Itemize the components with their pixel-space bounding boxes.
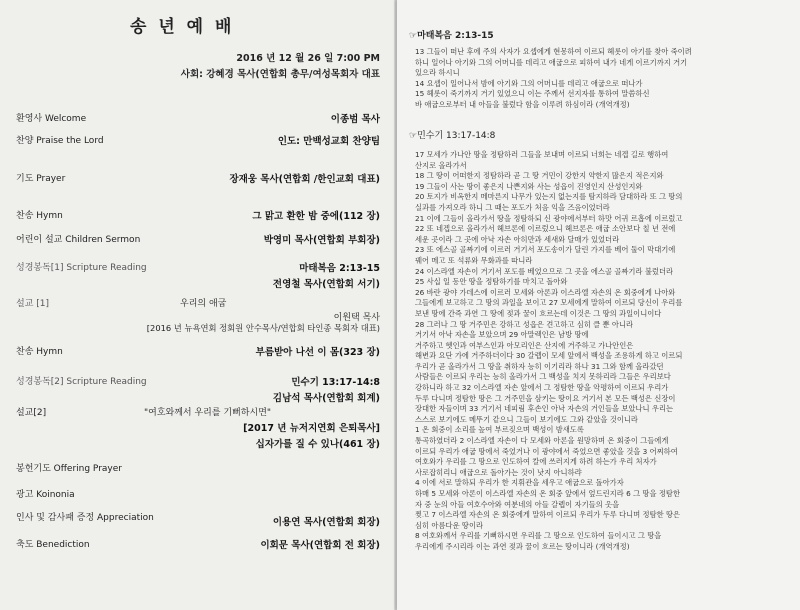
verse-line: 스스로 보기에도 메뚜기 같으니 그들이 보기에도 그와 같았을 것이니라: [415, 414, 638, 424]
item-children-name: 박영미 목사(연합회 부회장): [263, 235, 380, 246]
verse-line: 심히 아름다운 땅이라: [415, 520, 484, 530]
item-sermon2-label: 설교[2]: [16, 408, 47, 418]
verse-line: 보낸 땅에 간즉 과연 그 땅에 젖과 꿀이 흐르는데 이것은 그 땅의 과일이니이다: [415, 308, 662, 318]
item-praise-name: 인도: 만백성교회 찬양팀: [277, 136, 380, 147]
verse-line: 8 여호와께서 우리를 기뻐하시면 우리를 그 땅으로 인도하여 들이시고 그 땅을: [415, 531, 662, 541]
item-welcome-name: 이종범 목사: [330, 114, 380, 125]
verse-line: 해변과 요단 가에 거주하더이다 30 갈렙이 모세 앞에서 백성을 조용하게 하고 이르되: [415, 351, 683, 361]
scripture2-text: [415, 150, 786, 553]
verse-line: 하니 일어나 아기와 그의 어머니를 데리고 애굽으로 피하여 내가 네게 이르기까지 거기: [415, 57, 688, 67]
verse-line: 세운 곳이라 그 곳에 아낙 자손 아히만과 세새와 달매가 있었더라: [415, 234, 620, 244]
item-hymn2-label: 찬송 Hymn: [16, 347, 63, 357]
verse-line: 통곡하였더라 2 이스라엘 자손이 다 모세와 아론을 원망하며 온 회중이 그들에게: [415, 436, 669, 446]
item-children-label: 어린이 설교 Children Sermon: [16, 235, 141, 245]
verse-line: 4 이에 서로 말하되 우리가 한 지휘관을 세우고 애굽으로 돌아가자: [415, 478, 624, 488]
scripture2-heading: ☞민수기 13:17-14:8: [409, 131, 496, 141]
verse-line: 장대한 자들이며 33 거기서 네피림 후손인 아낙 자손의 거인들을 보았나니 우리는: [415, 404, 674, 414]
verse-line: 17 모세가 가나안 땅을 정탐하러 그들을 보내며 이르되 너희는 네겝 길로 행하여: [415, 150, 669, 159]
item-scripture1-label: 성경봉독[1] Scripture Reading: [16, 263, 147, 273]
verse-line: 하매 5 모세와 아론이 이스라엘 자손의 온 회중 앞에서 엎드린지라 6 그 땅을 정탐한: [415, 489, 680, 498]
verse-line: 28 그러나 그 땅 거주민은 강하고 성읍은 견고하고 심히 클 뿐 아니라: [415, 319, 634, 329]
item-appreciation-label: 축도 Benediction: [16, 540, 90, 550]
verse-line: 거주하고 헷인과 여부스인과 아모리인은 산지에 거주하고 가나안인은: [415, 340, 634, 350]
verse-line: 그들에게 보고하고 그 땅의 과일을 보이고 27 모세에게 말하여 이르되 당신이 우리를: [415, 298, 683, 308]
item-hymn3-label: 봉헌기도 Offering Prayer: [16, 464, 122, 474]
verse-line: 18 그 땅이 어떠한지 정탐하라 곧 그 땅 거민이 강한지 약한지 많은지 적은지와: [415, 171, 664, 181]
item-offering-label: 광고 Koinonia: [16, 490, 75, 500]
verse-line: 23 또 에스골 골짜기에 이르러 거기서 포도송이가 달린 가지를 베어 둘이 막대기에: [415, 245, 676, 255]
verse-line: 바 애굽으로부터 내 아들을 불렀다 함을 이루려 하심이라 (개역개정): [415, 99, 630, 109]
item-hymn1-label: 찬송 Hymn: [16, 211, 63, 221]
verse-line: 두루 다니며 정탐한 땅은 그 거주민을 삼키는 땅이요 거기서 본 모든 백성은 신장이: [415, 393, 676, 403]
verse-line: 실과를 가져오라 하니 그 때는 포도가 처음 익을 즈음이었더라: [415, 202, 610, 212]
verse-line: 꿰어 메고 또 석류와 무화과를 따니라: [415, 255, 533, 265]
verse-line: 20 토지가 비옥한지 메마른지 나무가 있는지 없는지를 탐지하라 담대하라 또 그 땅의: [415, 192, 683, 202]
verse-line: 이르되 우리가 애굽 땅에서 죽었거나 이 광야에서 죽었으면 좋았을 것을 3 어찌하여: [415, 446, 678, 456]
item-sermon1-label: 설교 [1]: [16, 299, 49, 309]
verse-line: 21 이에 그들이 올라가서 땅을 정탐하되 신 광야에서부터 하맛 어귀 르홉에 이르렀고: [415, 213, 683, 223]
page-title: 송 년 예 배: [130, 17, 235, 37]
verse-line: 19 그들이 사는 땅이 좋은지 나쁜지와 사는 성읍이 진영인지 산성인지와: [415, 181, 643, 191]
item-koinonia-label: 인사 및 감사패 증정 Appreciation: [16, 513, 154, 523]
verse-line: 1 온 회중이 소리를 높여 부르짖으며 백성이 밤새도록: [415, 425, 584, 435]
verse-line: 22 또 네겝으로 올라가서 헤브론에 이르렀으니 헤브론은 애굽 소안보다 칠 년 전에: [415, 224, 676, 234]
sermon2-role: 십자가를 질 수 있나(461 장): [255, 439, 380, 450]
verse-line: 26 바란 광야 가데스에 이르러 모세와 아론과 이스라엘 자손의 온 회중에게 나아와: [415, 287, 676, 297]
verse-line: 13 그들이 떠난 후에 주의 사자가 요셉에게 현몽하여 이르되 헤롯이 아기를 찾아 죽이려: [415, 47, 692, 56]
item-hymn1-name: 그 맑고 환한 밤 중에(112 장): [252, 211, 380, 222]
item-scripture2-label: 성경봉독[2] Scripture Reading: [16, 377, 147, 387]
item-koinonia-name: 이용연 목사(연합회 회장): [272, 517, 380, 528]
verse-line: 찢고 7 이스라엘 자손의 온 회중에게 말하여 이르되 우리가 두루 다니며 정탐한 땅은: [415, 510, 681, 520]
verse-line: 거기서 아낙 자손을 보았으며 29 아말렉인은 남방 땅에: [415, 330, 589, 340]
left-page: [0, 0, 395, 610]
item-hymn2-name: 부름받아 나선 이 몸(323 장): [255, 347, 380, 358]
verse-line: 우리가 곧 올라가서 그 땅을 취하자 능히 이기리라 하나 31 그와 함께 올라갔던: [415, 361, 664, 371]
sermon2-title: "여호와께서 우리를 기뻐하시면": [144, 408, 272, 418]
verse-line: 우리에게 주시리라 이는 과연 젖과 꿀이 흐르는 땅이니라 (개역개정): [415, 541, 630, 551]
scripture1-text: [415, 47, 786, 111]
sermon1-role: [2016 년 뉴욕연회 정회원 안수목사/연합회 타인종 목회자 대표): [146, 323, 380, 333]
verse-line: 15 헤롯이 죽기까지 거기 있었으니 이는 주께서 선지자를 통하여 말씀하신: [415, 89, 650, 99]
sermon1-title: 우리의 애굽: [180, 299, 227, 309]
service-date: 2016 년 12 월 26 일 7:00 PM: [236, 53, 380, 64]
item-prayer-name: 장재웅 목사(연합회 /한인교회 대표): [229, 174, 380, 185]
item-scripture1-reader: 전영철 목사(연합회 서기): [272, 279, 380, 290]
verse-line: 사람들은 이르되 우리는 능히 올라가서 그 백성을 치지 못하리라 그들은 우리보다: [415, 372, 671, 382]
item-scripture2-ref: 민수기 13:17-14:8: [291, 377, 380, 388]
item-welcome-label: 환영사 Welcome: [16, 114, 87, 124]
verse-line: 사로잡히리니 애굽으로 돌아가는 것이 낫지 아니하랴: [415, 467, 582, 477]
item-appreciation-name: 이회문 목사(연합회 전 회장): [260, 540, 380, 551]
verse-line: 자 중 눈의 아들 여호수아와 여분네의 아들 갈렙이 자기들의 옷을: [415, 499, 620, 509]
verse-line: 있으라 하시니: [415, 68, 460, 78]
verse-line: 24 이스라엘 자손이 거기서 포도를 베었으므로 그 곳을 에스골 골짜기라 불렀더라: [415, 266, 674, 276]
item-scripture1-ref: 마태복음 2:13-15: [299, 263, 380, 274]
sermon1-speaker: 이원택 목사: [333, 313, 380, 323]
verse-line: 강하니라 하고 32 이스라엘 자손 앞에서 그 정탐한 땅을 악평하여 이르되 우리가: [415, 383, 669, 393]
item-prayer-label: 기도 Prayer: [16, 174, 66, 184]
right-page: [397, 0, 800, 610]
sermon2-speaker: [2017 년 뉴저지연회 은퇴목사]: [243, 423, 380, 434]
item-scripture2-reader: 김남석 목사(연합회 회계): [272, 393, 380, 404]
verse-line: 14 요셉이 일어나서 밤에 아기와 그의 어머니를 데리고 애굽으로 떠나가: [415, 78, 643, 88]
verse-line: 25 사십 일 동안 땅을 정탐하기를 마치고 돌아와: [415, 277, 568, 287]
verse-line: 산지로 올라가서: [415, 160, 467, 170]
verse-line: 여호와가 우리를 그 땅으로 인도하여 칼에 쓰러지게 하려 하는가 우리 처자가: [415, 457, 657, 467]
item-praise-label: 찬양 Praise the Lord: [16, 136, 104, 146]
presider: 사회: 강혜경 목사(연합회 총무/여성목회자 대표: [180, 69, 380, 80]
scripture1-heading: ☞마태복음 2:13-15: [409, 31, 494, 41]
